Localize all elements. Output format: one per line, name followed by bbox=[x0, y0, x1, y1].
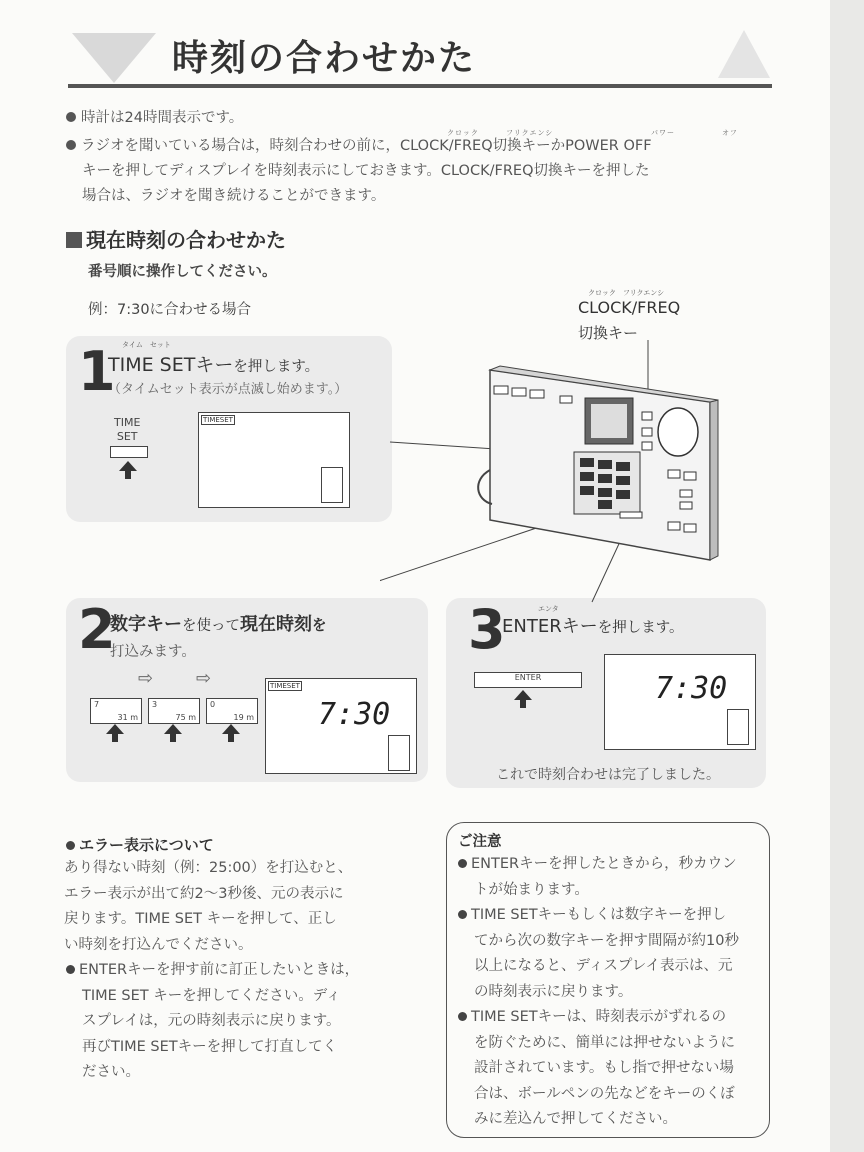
radio-display-screen bbox=[591, 404, 627, 438]
timeset-indicator: TIMESET bbox=[270, 682, 300, 690]
lcd-time: 7:30 bbox=[318, 697, 391, 732]
battery-icon bbox=[321, 467, 343, 503]
arrow-stem bbox=[520, 699, 526, 708]
arrow-stem bbox=[228, 733, 234, 742]
intro-bullet-1: 時計は24時間表示です。 bbox=[66, 106, 243, 130]
clock-freq-key bbox=[642, 412, 652, 420]
bullet-icon bbox=[458, 859, 467, 868]
ruby-clock: クロック bbox=[447, 129, 479, 137]
step3-ruby: エンタ bbox=[538, 605, 559, 613]
step1-number: 1 bbox=[78, 340, 116, 403]
timeset-indicator: TIMESET bbox=[203, 416, 233, 424]
time-set-key-label: TIME SET bbox=[114, 416, 141, 443]
radio-speaker bbox=[658, 408, 698, 456]
step2-line2: 打込みます。 bbox=[110, 644, 196, 660]
step3-done: これで時刻合わせは完了しました。 bbox=[496, 767, 720, 783]
radio-button bbox=[642, 442, 652, 450]
right-arrow-icon: ⇨ bbox=[196, 668, 212, 689]
bullet-icon bbox=[66, 140, 76, 150]
title-rule bbox=[68, 84, 772, 88]
radio-button bbox=[494, 386, 508, 394]
arrow-stem bbox=[112, 733, 118, 742]
radio-button bbox=[642, 428, 652, 436]
step2-lcd bbox=[265, 678, 417, 774]
step1-instruction: TIME SETキーを押します。 bbox=[108, 354, 320, 376]
enter-key[interactable]: ENTER bbox=[474, 672, 582, 688]
radio-button bbox=[512, 388, 526, 396]
left-triangle-decoration bbox=[72, 33, 156, 83]
error-body: あり得ない時刻（例：25:00）を打込むと、 エラー表示が出て約2〜3秒後、元の表示に 戻ります。TIME SET キーを押して、正し い時刻を打込んでください。 bbox=[64, 860, 353, 953]
time-set-key[interactable] bbox=[110, 446, 148, 458]
right-triangle-decoration bbox=[718, 30, 770, 78]
section-title: 現在時刻の合わせかた bbox=[66, 224, 286, 253]
step3-number: 3 bbox=[468, 598, 506, 661]
bullet-icon bbox=[458, 910, 467, 919]
number-key-0[interactable]: 0 19 m bbox=[206, 698, 258, 724]
section-subtitle: 番号順に操作してください。 bbox=[88, 264, 277, 280]
callout-label-2: 切換キー bbox=[578, 324, 639, 342]
radio-button bbox=[530, 390, 544, 398]
bullet-icon bbox=[458, 1012, 467, 1021]
callout-ruby: クロック フリクエンシ bbox=[588, 289, 665, 297]
bullet-icon bbox=[66, 965, 75, 974]
battery-icon bbox=[388, 735, 410, 771]
step2-number: 2 bbox=[78, 598, 116, 661]
enter-key-illustration bbox=[620, 512, 642, 518]
bullet-icon bbox=[66, 841, 75, 850]
example-text: 例：7:30に合わせる場合 bbox=[88, 302, 252, 318]
error-title: エラー表示について bbox=[66, 834, 214, 855]
square-bullet-icon bbox=[66, 232, 82, 248]
step1-lcd bbox=[198, 412, 350, 508]
radio-illustration bbox=[380, 340, 760, 610]
callout-label-1: CLOCK/FREQ bbox=[578, 298, 681, 317]
ruby-off: オフ bbox=[722, 129, 738, 137]
error-bullet: ENTERキーを押す前に訂正したいときは， TIME SET キーを押してください。ディ スプレイは，元の時刻表示に戻ります。 再びTIME SETキーを押して打直してく ださい。 bbox=[66, 958, 359, 1086]
ruby-power: パワー bbox=[651, 129, 675, 137]
step3-lcd bbox=[604, 654, 756, 750]
number-key-3[interactable]: 3 75 m bbox=[148, 698, 200, 724]
arrow-stem bbox=[170, 733, 176, 742]
page-edge-shadow bbox=[830, 0, 864, 1152]
caution-items: ENTERキーを押したときから，秒カウン トが始まります。 TIME SETキーもしくは数字キーを押し てから次の数字キーを押す間隔が約10秒 以上になると、ディスプレイ表示は、元 の時刻表示に戻ります。 TIME SETキーは、時刻表示がずれるの を防ぐために、簡単には押せないように 設計されています。もし指で押せない場 合は、ボールペンの先などをキーのくぼ みに差込んで押してください。 bbox=[458, 852, 762, 1133]
intro-bullet-2-line2: キーを押してディスプレイを時刻表示にしておきます。CLOCK/FREQ切換キーを押した bbox=[82, 163, 650, 179]
step1-note: （タイムセット表示が点滅し始めます。） bbox=[108, 382, 348, 397]
bullet-icon bbox=[66, 112, 76, 122]
caution-title: ご注意 bbox=[454, 830, 506, 851]
arrow-stem bbox=[125, 470, 131, 479]
number-key-7[interactable]: 7 31 m bbox=[90, 698, 142, 724]
ruby-freq: フリクエンシ bbox=[506, 129, 554, 137]
step2-instruction: 数字キーを使って現在時刻を bbox=[110, 614, 327, 635]
step3-instruction: ENTERキーを押します。 bbox=[502, 616, 684, 637]
step1-ruby: タイム セット bbox=[122, 341, 171, 349]
page-title: 時刻の合わせかた bbox=[172, 38, 477, 79]
intro-bullet-2-line3: 場合は、ラジオを聞き続けることができます。 bbox=[82, 188, 386, 204]
lcd-time: 7:30 bbox=[655, 671, 728, 706]
radio-side bbox=[710, 400, 718, 560]
intro-bullet-2: ラジオを聞いている場合は，時刻合わせの前に，CLOCK/FREQ切換キーかPOWER OFF bbox=[66, 134, 652, 158]
right-arrow-icon: ⇨ bbox=[138, 668, 154, 689]
radio-button bbox=[560, 396, 572, 403]
battery-icon bbox=[727, 709, 749, 745]
